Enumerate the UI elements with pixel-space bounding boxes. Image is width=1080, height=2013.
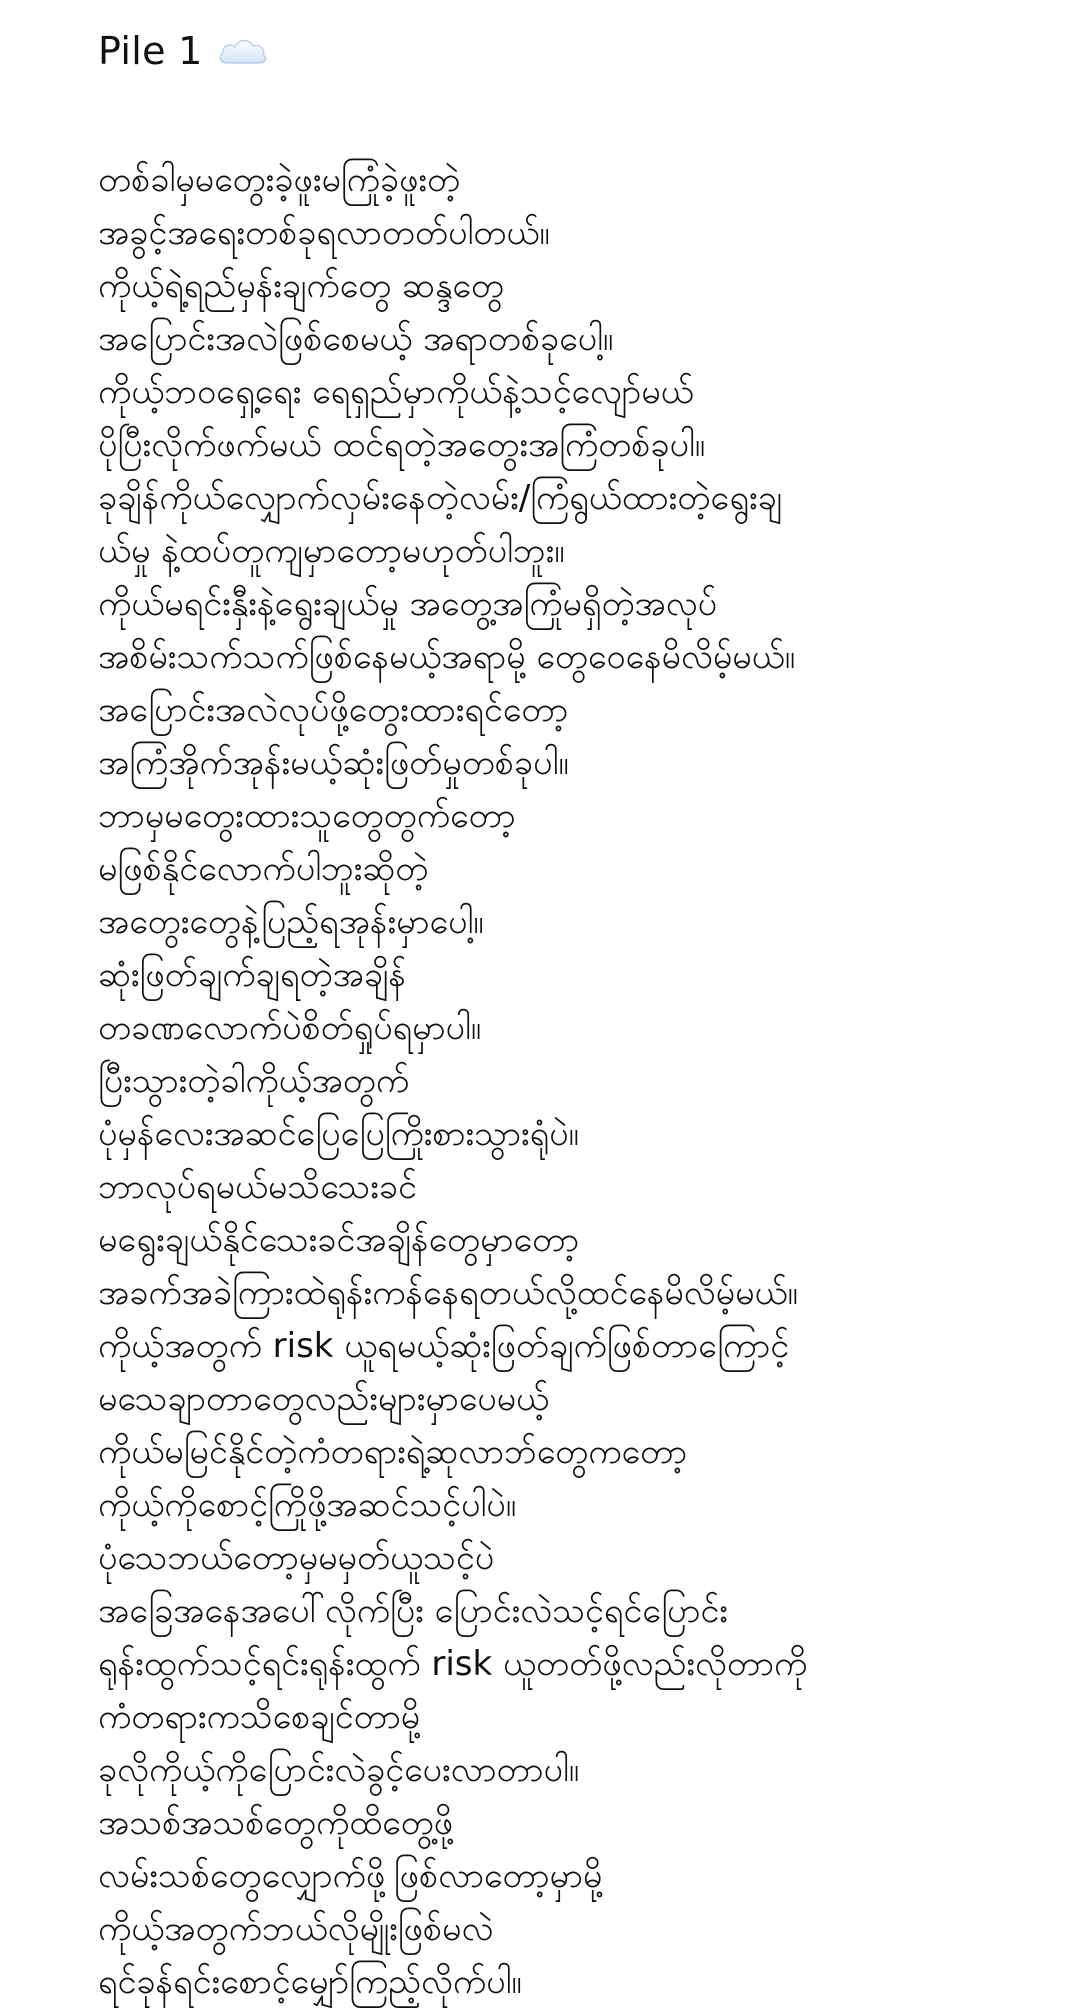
body-line: လမ်းသစ်တွေလျှောက်ဖို့ဖြစ်လာတော့မှာမို့ [98, 1856, 603, 1896]
body-line: ကိုယ့်အတွက်ဘယ်လိုမျိုးဖြစ်မလဲ [98, 1909, 494, 1949]
body-line: ကိုယ့်အတွက် risk ယူရမယ့်ဆုံးဖြတ်ချက်ဖြစ်တာကြောင့် [98, 1326, 790, 1366]
body-line: ကိုယ့်ဘဝရှေ့ရေး ရေရှည်မှာကိုယ်နဲ့သင့်လျော်မယ် [98, 372, 694, 412]
body-line: ကံတရားကသိစေချင်တာမို့ [98, 1697, 421, 1737]
body-line: တခဏလောက်ပဲစိတ်ရှုပ်ရမှာပါ။ [98, 1008, 482, 1048]
body-line: မဖြစ်နိုင်လောက်ပါဘူးဆိုတဲ့ [98, 849, 429, 889]
note-document [98, 26, 1058, 2009]
body-line: ကိုယ့်ရဲ့ရည်မှန်းချက်တွေ ဆန္ဒတွေ [98, 266, 504, 306]
body-line: အပြောင်းအလဲလုပ်ဖို့တွေးထားရင်တော့ [98, 690, 569, 730]
body-line: အခြေအနေအပေါ်လိုက်ပြီး ပြောင်းလဲသင့်ရင်ပြောင်း [98, 1591, 728, 1631]
body-line: ပုံသေဘယ်တော့မှမမှတ်ယူသင့်ပဲ [98, 1538, 495, 1578]
body-line: အခက်အခဲကြားထဲရုန်းကန်နေရတယ်လို့ထင်နေမိလိမ့်မယ်။ [98, 1273, 798, 1313]
body-line: ပုံမှန်လေးအဆင်ပြေပြေကြိုးစားသွားရုံပဲ။ [98, 1114, 579, 1154]
body-line: ကိုယ်မရင်းနှီးနဲ့ရွေးချယ်မှု အတွေ့အကြုံမရှိတဲ့အလုပ် [98, 584, 718, 624]
body-line: အပြောင်းအလဲဖြစ်စေမယ့် အရာတစ်ခုပေါ့။ [98, 319, 614, 359]
body-line: ရုန်းထွက်သင့်ရင်းရုန်းထွက် risk ယူတတ်ဖို့လည်းလိုတာကို [98, 1644, 808, 1684]
body-line: ကိုယ့်ကိုစောင့်ကြိုဖို့အဆင်သင့်ပါပဲ။ [98, 1485, 516, 1525]
body-line: တစ်ခါမှမတွေးခဲ့ဖူးမကြုံခဲ့ဖူးတဲ့ [98, 160, 461, 200]
body-line: ဘာလုပ်ရမယ်မသိသေးခင် [98, 1167, 417, 1207]
body-line: အကြံအိုက်အုန်းမယ့်ဆုံးဖြတ်မှုတစ်ခုပါ။ [98, 743, 569, 783]
body-line: ရင်ခုန်ရင်းစောင့်မျှော်ကြည့်လိုက်ပါ။ [98, 1962, 522, 2002]
body-line: ကိုယ်မမြင်နိုင်တဲ့ကံတရားရဲ့ဆုလာဘ်တွေကတော့ [98, 1432, 688, 1472]
cloud-icon [217, 36, 269, 66]
body-line: အတွေးတွေနဲ့ပြည့်ရအုန်းမှာပေါ့။ [98, 902, 484, 942]
body-line: ဘာမှမတွေးထားသူတွေတွက်တော့ [98, 796, 516, 836]
body-line: အစိမ်းသက်သက်ဖြစ်နေမယ့်အရာမို့ တွေဝေနေမိလိမ့်မယ်။ [98, 637, 795, 677]
body-line: ဆုံးဖြတ်ချက်ချရတဲ့အချိန် [98, 955, 406, 995]
note-header [98, 26, 1058, 76]
body-line: ခုလိုကိုယ့်ကိုပြောင်းလဲခွင့်ပေးလာတာပါ။ [98, 1750, 580, 1790]
body-line: ယ်မှု နဲ့ထပ်တူကျမှာတော့မဟုတ်ပါဘူး။ [98, 531, 565, 571]
note-body [98, 154, 1058, 2009]
body-line: မသေချာတာတွေလည်းများမှာပေမယ့် [98, 1379, 550, 1419]
body-line: အသစ်အသစ်တွေကိုထိတွေ့ဖို့ [98, 1803, 454, 1843]
body-line: ခုချိန်ကိုယ်လျှောက်လှမ်းနေတဲ့လမ်း/ကြံရွယ်ထားတဲ့ရွေးချ [98, 478, 783, 518]
body-line: ပိုပြီးလိုက်ဖက်မယ် ထင်ရတဲ့အတွေးအကြံတစ်ခုပါ။ [98, 425, 706, 465]
note-title: Pile 1 [98, 29, 203, 73]
body-line: မရွေးချယ်နိုင်သေးခင်အချိန်တွေမှာတော့ [98, 1220, 580, 1260]
body-line: ပြီးသွားတဲ့ခါကိုယ့်အတွက် [98, 1061, 410, 1101]
body-line: အခွင့်အရေးတစ်ခုရလာတတ်ပါတယ်။ [98, 213, 550, 253]
